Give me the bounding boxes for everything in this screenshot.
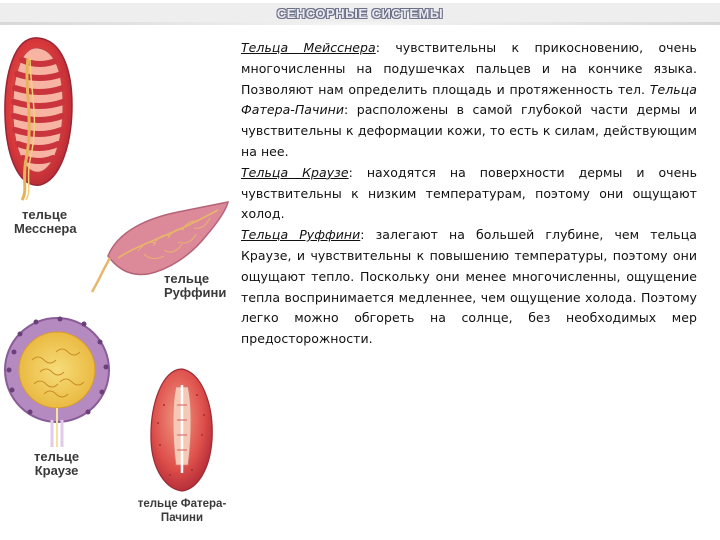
caption-pacini-line2: Пачини <box>160 512 204 524</box>
caption-pacini <box>126 497 238 525</box>
text-pacini: : расположены в самой глубокой части дермы и чувствительны к деформации кожи, то есть к силам, действующим на нее. <box>241 102 697 159</box>
caption-pacini-line1: тельце Фатера- <box>137 498 227 510</box>
term-krause: Тельца Краузе <box>241 164 349 180</box>
pacini-corpuscle-illustration <box>142 365 222 495</box>
caption-ruffini-line1: тельце <box>164 271 210 286</box>
caption-krause <box>34 450 79 478</box>
caption-krause-line1: тельце <box>34 449 80 464</box>
caption-meissner <box>14 208 77 236</box>
term-meissner: Тельца Мейсснера <box>241 40 376 55</box>
description-text <box>241 38 697 350</box>
caption-meissner-line1: тельце <box>22 207 68 222</box>
term-pacini: Тельца Фатера-Пачини <box>241 81 697 118</box>
caption-meissner-line2: Месснера <box>14 221 77 236</box>
text-ruffini: : залегают на большей глубине, чем тельца Краузе, и чувствительны к повышению температуры, поэтому они ощущают тепло. Поскольку они менее многочисленны, ощущение тепла воспринимается медленнее, чем ощущение холода. Поэтому легко можно обгореть на солнце, без необходимых мер предосторожности. <box>241 227 697 347</box>
caption-ruffini <box>164 272 226 300</box>
meissner-corpuscle-illustration <box>0 30 75 200</box>
page-title: СЕНСОРНЫЕ СИСТЕМЫ <box>276 6 444 21</box>
caption-ruffini-line2: Руффини <box>164 285 227 300</box>
term-ruffini: Тельца Руффини <box>241 227 361 243</box>
text-krause: : находятся на поверхности дермы и очень чувствительны к низким температурам, поэтому они ощущают холод. <box>241 164 697 222</box>
text-meissner: : чувствительны к прикосновению, очень многочисленны на подушечках пальцев и на кончике языка. Позволяют нам определить площадь и протяженность тел. <box>241 40 697 97</box>
caption-krause-line2: Краузе <box>34 463 79 478</box>
krause-corpuscle-illustration <box>0 312 115 447</box>
